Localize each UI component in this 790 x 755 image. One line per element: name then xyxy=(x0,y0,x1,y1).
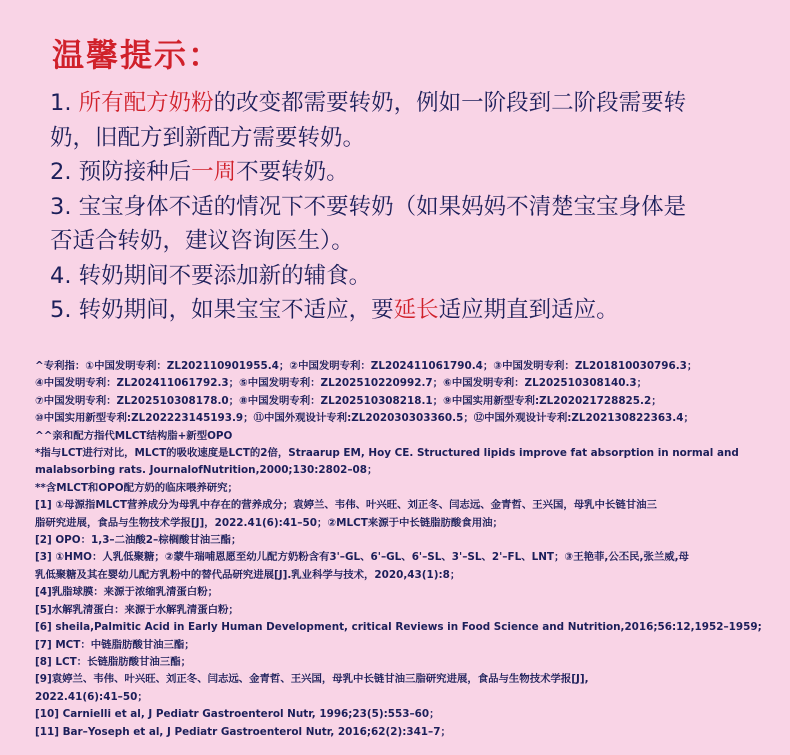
tip-text: 2. 预防接种后 xyxy=(50,159,192,185)
tip-text: 3. 宝宝身体不适的情况下不要转奶（如果妈妈不清楚宝宝身体是 xyxy=(50,193,687,220)
tip-text: 4. 转奶期间不要添加新的辅食。 xyxy=(50,262,372,289)
reference-line: [11] Bar–Yoseph et al, J Pediatr Gastroenterol Nutr, 2016;62(2):341–7； xyxy=(35,725,451,738)
reference-line: [6] sheila,Palmitic Acid in Early Human Development, critical Reviews in Food Science and Nutrition,2016;56:12,1952–1959; xyxy=(35,621,762,634)
reference-line: *指与LCT进行对比，MLCT的吸收速度是LCT的2倍，Straarup EM, Hoy CE. Structured lipids improve fat absorption in normal and xyxy=(35,447,739,460)
tip-1-line-1 xyxy=(50,86,750,121)
tip-1-line-2 xyxy=(50,121,750,156)
tip-highlight: 一周 xyxy=(191,159,237,185)
reference-line: ④中国发明专利：ZL202411061792.3；⑤中国发明专利：ZL202510220992.7；⑥中国发明专利：ZL202510308140.3； xyxy=(35,377,648,390)
tip-text: 的改变都需要转奶，例如一阶段到二阶段需要转 xyxy=(213,90,687,116)
reference-line: [7] MCT：中链脂肪酸甘油三酯； xyxy=(35,638,195,651)
tip-highlight: 所有配方奶粉 xyxy=(78,90,214,116)
tip-text: 5. 转奶期间，如果宝宝不适应，要 xyxy=(50,297,394,323)
reference-line: [8] LCT：长链脂肪酸甘油三酯； xyxy=(35,655,191,668)
tip-3-line-1 xyxy=(50,190,750,225)
tip-highlight: 延长 xyxy=(393,297,439,323)
reference-line: 脂研究进展，食品与生物技术学报[J]，2022.41(6):41–50；②MLCT来源于中长链脂肪酸食用油； xyxy=(35,516,503,529)
reference-line: [1] ①母源指MLCT营养成分为母乳中存在的营养成分；袁婷兰、韦伟、叶兴旺、刘正冬、闫志远、金青哲、王兴国，母乳中长链甘油三 xyxy=(35,499,657,512)
tip-5-line-1 xyxy=(50,293,750,328)
tip-3-line-2 xyxy=(50,224,750,259)
reference-line: [4]乳脂球膜：来源于浓缩乳清蛋白粉； xyxy=(35,586,218,599)
tip-4-line-1 xyxy=(50,259,750,294)
reference-line: ^^亲和配方指代MLCT结构脂+新型OPO xyxy=(35,429,233,442)
tip-text: 不要转奶。 xyxy=(236,159,349,185)
reference-line: 乳低聚糖及其在婴幼儿配方乳粉中的替代品研究进展[J].乳业科学与技术，2020,43(1):8； xyxy=(35,568,461,581)
reference-line: [9]袁婷兰、韦伟、叶兴旺、刘正冬、闫志远、金青哲、王兴国，母乳中长链甘油三脂研究进展，食品与生物技术学报[J], xyxy=(35,673,589,686)
tip-text: 否适合转奶，建议咨询医生）。 xyxy=(50,228,354,254)
reference-line: **含MLCT和OPO配方奶的临床喂养研究； xyxy=(35,481,238,494)
tip-text: 适应期直到适应。 xyxy=(438,297,619,323)
reference-line: [3] ①HMO：人乳低聚糖；②蒙牛瑞哺恩愿至幼儿配方奶粉含有3'–GL、6'–GL、6'–SL、3'–SL、2'–FL、LNT；③王艳菲,公丕民,张兰威,母 xyxy=(35,551,689,564)
reference-line: malabsorbing rats. JournalofNutrition,2000;130:2802–08； xyxy=(35,464,378,477)
tip-text: 奶，旧配方到新配方需要转奶。 xyxy=(50,124,366,151)
reference-line: 2022.41(6):41–50； xyxy=(35,690,148,703)
reference-line: ⑦中国发明专利：ZL202510308178.0；⑧中国发明专利：ZL202510308218.1；⑨中国实用新型专利:ZL202021728825.2； xyxy=(35,394,662,407)
reference-line: ^专利指：①中国发明专利：ZL202110901955.4；②中国发明专利：ZL202411061790.4；③中国发明专利：ZL201810030796.3； xyxy=(35,360,698,372)
references xyxy=(35,358,765,741)
reference-line: [2] OPO：1,3–二油酸2–棕榈酸甘油三酯； xyxy=(35,534,242,547)
page-title: 温馨提示： xyxy=(52,36,223,74)
tip-2-line-1 xyxy=(50,155,750,190)
tip-text: 1. xyxy=(50,90,79,116)
reference-line: ⑩中国实用新型专利:ZL202223145193.9；⑪中国外观设计专利:ZL202030303360.5；⑫中国外观设计专利:ZL202130822363.4； xyxy=(35,412,694,425)
tips-list xyxy=(50,86,750,328)
reference-line: [5]水解乳清蛋白：来源于水解乳清蛋白粉； xyxy=(35,603,239,616)
reference-line: [10] Carnielli et al, J Pediatr Gastroenterol Nutr, 1996;23(5):553–60； xyxy=(35,708,440,721)
